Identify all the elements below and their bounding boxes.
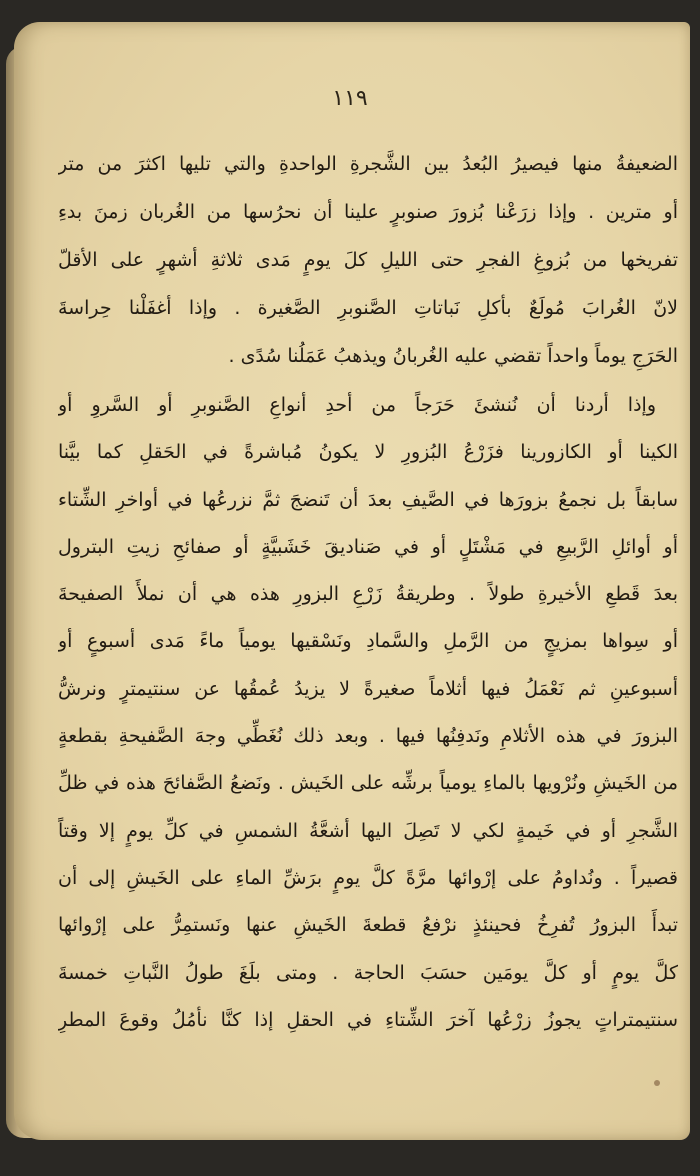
text-line: لانّ الغُرابَ مُولَعٌ بأكلِ نَباتاتِ الصَّنوبرِ الصَّغيرة . وإذا أغفَلْنا حِراسةَ (58, 297, 678, 319)
paragraph-2 (58, 382, 678, 1044)
text-line: بعدَ قَطعِ الأخيرةِ طولاً . وطريقةُ زَرْعِ البزورِ هذه هي أن نملأَ الصفيحةَ (58, 583, 678, 606)
paragraph-1 (58, 140, 678, 380)
text-line: من الخَيشِ ونُرْويها بالماءِ يومياً برشِّه على الخَيش . ونَضعُ الصَّفائحَ هذه في ظلِّ (58, 772, 678, 795)
text-line: الضعيفةُ منها فيصيرُ البُعدُ بين الشَّجرةِ الواحدةِ والتي تليها اكثرَ من متر (58, 153, 678, 175)
paper-spot (654, 1080, 660, 1086)
text-line: الحَرَجِ يوماً واحداً تقضي عليه الغُربانُ ويذهبُ عَمَلُنا سُدًى . (228, 345, 678, 367)
text-line: تبدأَ البزورُ تُفرِخُ فحينئذٍ نرْفعُ قطعةَ الخَيشِ عنها ونَستمِرُّ على إرْوائها (58, 914, 678, 937)
text-line: أو أوائلِ الرَّبيعِ في مَشْتَلٍ أو في صَناديقَ خَشَبيَّةٍ أو صفائحِ زيتِ البترول (58, 535, 678, 558)
page-number: ١١٩ (332, 86, 368, 111)
text-line: تفريخها من بُزوغِ الفجرِ حتى الليلِ كلَ يومٍ مَدى ثلاثةِ أشهرٍ على الأقلّ (58, 249, 678, 271)
text-line: الشَّجرِ أو في خَيمةٍ لكي لا تَصِلَ اليها أشعَّةُ الشمسِ في كلِّ يومٍ إلا وقتاً (58, 819, 678, 842)
text-line: سنتيمتراتٍ يجوزُ زرْعُها آخرَ الشِّتاءِ في الحقلِ إذا كنَّا نأمُلُ وقوعَ المطرِ (58, 1008, 678, 1031)
text-line: وإذا أردنا أن نُنشئَ حَرَجاً من أحدِ أنواعِ الصَّنوبرِ أو السَّروِ أو (58, 394, 656, 416)
text-line: أو سِواها بمزيجٍ من الرَّملِ والسَّمادِ ونَسْقيها يومياً ماءً مَدى أسبوعٍ أو (58, 630, 678, 653)
text-line: الكينا أو الكازورينا فزَرْعُ البُزورِ لا يكونُ مُباشرةً في الحَقلِ كما بيَّنا (58, 441, 678, 464)
text-line: أسبوعينِ ثم نَعْمَلُ فيها أثلاماً صغيرةً لا يزيدُ عُمقُها عن سنتيمترٍ ونرشُّ (58, 677, 678, 700)
text-line: أو مترين . وإذا زرَعْنا بُزورَ صنوبرٍ علينا أن نحرُسها من الغُربان زمنَ بدءِ (58, 201, 678, 223)
text-line: كلَّ يومٍ أو كلَّ يومَين حسَبَ الحاجة . ومتى بلَغَ طولُ النَّباتِ خمسةَ (58, 961, 678, 984)
text-line: قصيراً . ونُداومُ على إرْوائها مرَّةً كلَّ يومٍ برَشِّ الماءِ على الخَيشِ إلى أن (58, 866, 678, 889)
text-line: البزورَ في هذه الأثلامِ ونَدفِنُها فيها . وبعد ذلك نُغَطِّي وجهَ الصَّفيحةِ بقطعةٍ (58, 725, 678, 748)
text-line: سابقاً بل نجمعُ بزورَها في الصَّيفِ بعدَ أن تَنضجَ ثمَّ نزرعُها في أواخرِ الشِّتاء (58, 488, 678, 511)
